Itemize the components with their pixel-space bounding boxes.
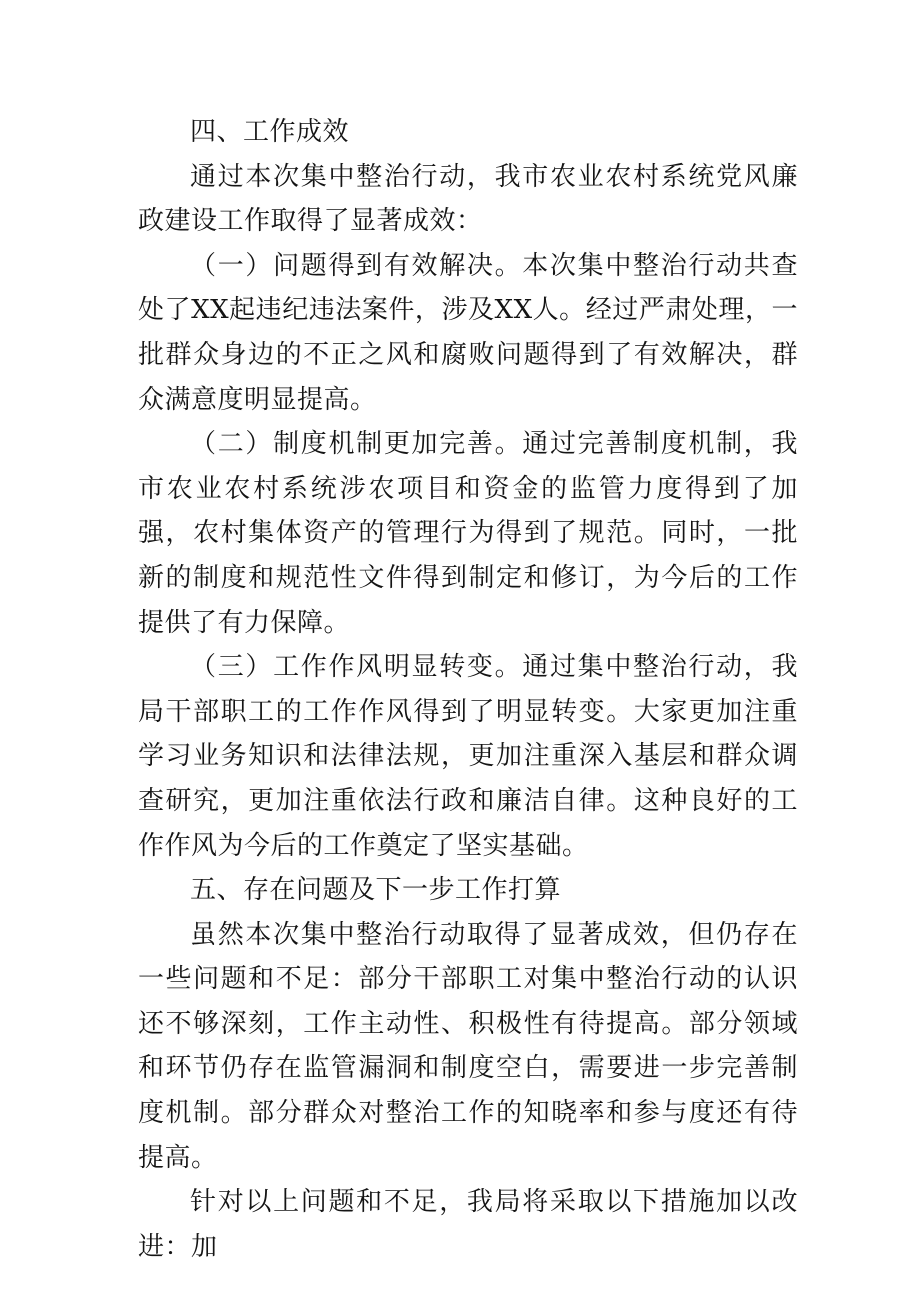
result-1-paragraph: （一）问题得到有效解决。本次集中整治行动共查处了XX起违纪违法案件，涉及XX人。经过严肃处理，一批群众身边的不正之风和腐败问题得到了有效解决，群众满意度明显提高。 (138, 250, 798, 415)
result-3-paragraph: （三）工作作风明显转变。通过集中整治行动，我局干部职工的工作作风得到了明显转变。大家更加注重学习业务知识和法律法规，更加注重深入基层和群众调查研究，更加注重依法行政和廉洁自律。这种良好的工作作风为今后的工作奠定了坚实基础。 (138, 652, 798, 861)
section-heading-4: 四、工作成效 (190, 117, 350, 147)
document-body (138, 110, 798, 1269)
section-heading-5: 五、存在问题及下一步工作打算 (190, 875, 562, 906)
measures-intro-paragraph: 针对以上问题和不足，我局将采取以下措施加以改进：加 (138, 1187, 798, 1262)
result-2-paragraph: （二）制度机制更加完善。通过完善制度机制，我市农业农村系统涉农项目和资金的监管力度得到了加强，农村集体资产的管理行为得到了规范。同时，一批新的制度和规范性文件得到制定和修订，为今后的工作提供了有力保障。 (138, 429, 798, 638)
section-4-intro-paragraph: 通过本次集中整治行动，我市农业农村系统党风廉政建设工作取得了显著成效： (138, 161, 798, 237)
problems-paragraph: 虽然本次集中整治行动取得了显著成效，但仍存在一些问题和不足：部分干部职工对集中整治行动的认识还不够深刻，工作主动性、积极性有待提高。部分领域和环节仍存在监管漏洞和制度空白，需要进一步完善制度机制。部分群众对整治工作的知晓率和参与度还有待提高。 (138, 919, 798, 1173)
